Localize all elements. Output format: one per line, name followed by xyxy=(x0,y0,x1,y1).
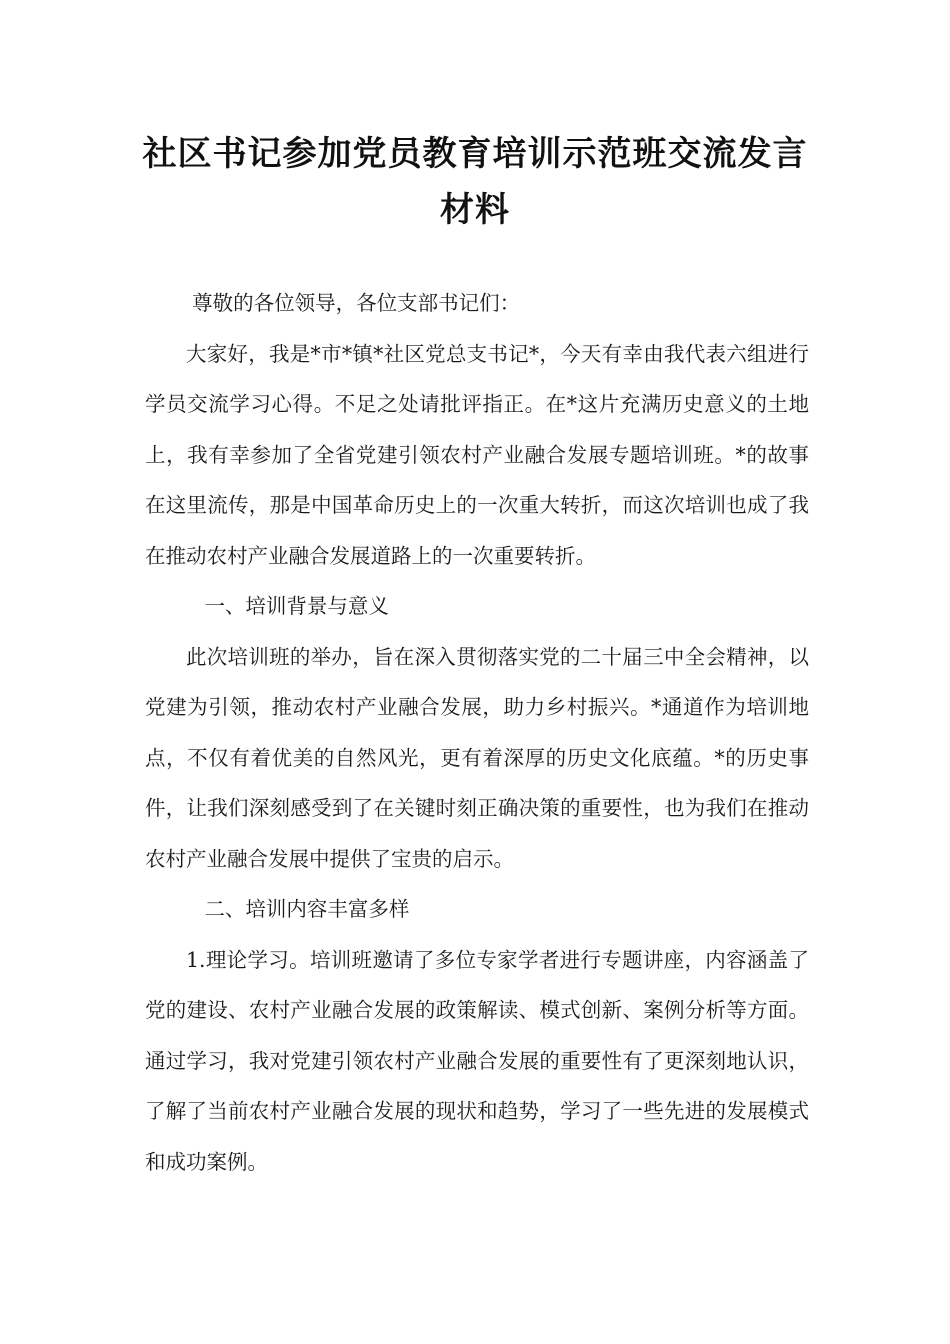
document-title: 社区书记参加党员教育培训示范班交流发言材料 xyxy=(142,134,808,230)
document-body xyxy=(145,278,809,1187)
section-heading-1: 一、培训背景与意义 xyxy=(204,594,389,618)
background-paragraph: 此次培训班的举办，旨在深入贯彻落实党的二十届三中全会精神，以党建为引领，推动农村产业融合发展，助力乡村振兴。*通道作为培训地点，不仅有着优美的自然风光，更有着深厚的历史文化底蕴。*的历史事件，让我们深刻感受到了在关键时刻正确决策的重要性，也为我们在推动农村产业融合发展中提供了宝贵的启示。 xyxy=(145,644,809,871)
theory-study-paragraph: 1.理论学习。培训班邀请了多位专家学者进行专题讲座，内容涵盖了党的建设、农村产业融合发展的政策解读、模式创新、案例分析等方面。通过学习，我对党建引领农村产业融合发展的重要性有了更深刻地认识，了解了当前农村产业融合发展的现状和趋势，学习了一些先进的发展模式和成功案例。 xyxy=(145,947,809,1174)
opening-paragraph: 大家好，我是*市*镇*社区党总支书记*，今天有幸由我代表六组进行学员交流学习心得。不足之处请批评指正。在*这片充满历史意义的土地上，我有幸参加了全省党建引领农村产业融合发展专题培训班。*的故事在这里流传，那是中国革命历史上的一次重大转折，而这次培训也成了我在推动农村产业融合发展道路上的一次重要转折。 xyxy=(145,341,809,568)
salutation-paragraph: 尊敬的各位领导，各位支部书记们： xyxy=(192,291,521,315)
section-heading-2: 二、培训内容丰富多样 xyxy=(204,897,410,921)
